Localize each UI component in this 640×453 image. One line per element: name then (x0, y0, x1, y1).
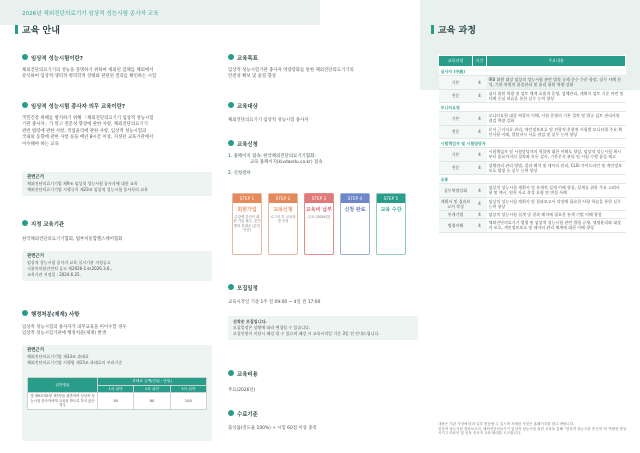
institution-text: 한국체외진단의료기기협회, 범부처통합헬스케어협회 (22, 237, 123, 242)
target-text: 체외진단의료기기 임상적 성능시험 종사자 (228, 118, 309, 123)
course-category: 모니터요원 (439, 103, 626, 112)
section-apply: 교육신청 (228, 140, 258, 148)
apply-text: 1. 홈페이지 접속: 한국체외진단의료기기협회: 교육 홈페이지(kivdaedu.co.kr) 접속 2. 신청절차 (228, 154, 323, 176)
course-category: 공통 (439, 175, 626, 184)
course-row: 계획서 및 결과보고서 작성 4 임상적 성능시험 계획서 및 결과보고서 작성에 필요한 사항 학습을 통한 실무 능력 향상 (439, 197, 626, 210)
section-institution: 지정 교육기관 (22, 220, 64, 228)
page-title: 교육 안내 (22, 23, 60, 36)
coin-icon (228, 370, 234, 376)
section-mandatory-training: 임상적 성능시험 종사자 의무 교육이란? (22, 102, 125, 110)
pencil-icon (228, 140, 234, 146)
warning-icon (22, 310, 28, 316)
penalty-legal-box: 관련근거 체외진단의료기기법 제33조 과태료 체외진단의료기기법 시행령 제15조 과태료의 부과기준 (22, 345, 212, 441)
question-icon (22, 102, 28, 108)
step-4: STEP 4 신청 완료 (340, 193, 370, 255)
penalty-text: 임상적 성능시험의 종사자가 의무교육을 미이수할 경우 임상적 성능시험기관에 행정처분(제재) 발생 (22, 325, 127, 337)
course-row: 기본 4 IRB 위원 대상 임상적 성능시험 관련 법적 규제 준수 수준 향상, 실무 사례 분석, 기관 차원의 품질관리 및 윤리 위원 역량 강화 (439, 76, 626, 89)
course-row: 전문 4 심사 위원 역량 및 검토 체계 효율적 운영, 검체관리, 계획서 검토 기준 마련 및 사례 중심 학습을 통한 실무 능력 향상 (439, 89, 626, 102)
certificate-icon (228, 410, 234, 416)
certification-text: 출석률(진도율 100%) + 시험 60점 이상 충족 (228, 426, 317, 431)
footnote: 내용은 기관 사정에 따라 일부 변동될 수 있으며 자세한 사항은 홈페이지를 참고 바랍니다. 임상적 성능시험 결과보고서, 체외진단의료기기 임상적 성능시험 관련 교육을 통해 “임상적 성능시험 종사자”의 역량을 향상시키고 의료인 및 임상 종사자 교육 확대를 도모합니다. (438, 422, 627, 436)
section-target: 교육대상 (228, 102, 258, 110)
section-goal: 교육목표 (228, 54, 258, 62)
step-2: STEP 2 교육신청 로그인 후 교육과정 신청 (268, 193, 298, 255)
course-category: 시험책임자 및 시험담당자 (439, 139, 626, 148)
mandatory-training-text: 국민건강 위해를 방지하기 위해 「체외진단의료기기 임상적 성능시험 기관 종사자」가 알고 전문성 향상에 관한 사항, 체외진단의료기기 관련 법령에 관한 사항, 직업윤리에 관한 사항, 임상적 성능시험의 국내외 동향에 관한 사항 등을 매년 8시간 이상, 지정된 교육기관에서 이수해야 하는 교육 (22, 116, 154, 147)
section-schedule: 모집일정 (228, 284, 258, 292)
legal-basis-box: 관련근거 체외진단의료기기법 제9조 임상적 성능시험 종사자에 대한 교육 체외진단의료기기법 시행규칙 제23조 임상적 성능시험 종사자의 교육 (22, 172, 212, 196)
section-certification: 수료기준 (228, 410, 258, 418)
course-category: 심사자 (中級) (439, 67, 626, 76)
course-row: 기본 4 모니터요원 대상 역할의 이해, 시험 운영의 기본 절차 및 법규 검토 관리사항 점검 역량 강화 (439, 112, 626, 125)
course-row: 법령이해 4 체외진단의료기기 법령 및 임상적 성능시험 관련 법령 규제, 생명윤리와 대상자 보호, 개인정보보호 및 데이터 관리 체계에 대한 이해 향상 (439, 219, 626, 232)
course-table: 교육과정 시간 주요내용 심사자 (中級) 기본 4 IRB 위원 대상 임상적 성능시험 관련 법적 규제 준수 수준 향상, 실무 사례 분석, 기관 차원의 품질관리 및 윤리 위원 역량 강화 전문 4 심사 위원 역량 및 검토 체계 효율적 운영, 검체관리, 계획서 검토 기준 마련 및 사례 중심 학습을 통한 실무 능력 향상 모니터요원 기본 4 모니터요원 대상 역할의 이해, 시험 운영의 기본 절차 및 법규 검토 관리사항 점검 역량 강화 전문 4 문서 근거자료 관리, 개인정보보호 및 전향적·후향적 시험별 모니터링 주요 확인사항 이해, 발달지시 서류 점검 및 실무 능력 향상 시험책임자 및 시험담당자 기본 4 시험책임자 및 시험담당자의 역할에 대한 이해도 향상, 임상적 성능시험 계시부터 종료까지의 절차와 모든 검사, 기본문서 관리 및 시험 수행 품질 제고 전문 4 검체관리 관리 방법, 결과 해석 및 데이터 관리, CLSI 가이드라인 및 개인정보보호 법령 등 실무 능력 향상 공통 실무역량강화 4 임상적 성능시험 계획서 및 통계적 설계 이해 향상, 설계를 위한 주요 고려사항 및 예시, 원천 자료 작성 요령 및 변경 사례 계획서 및 결과보고서 작성 4 임상적 성능시험 계획서 및 결과보고서 작성에 필요한 사항 학습을 통한 실무 능력 향상 통계기법 4 임상적 성능시험 설계 및 결과 해석에 필요한 통계 기법 이해 향상 법령이해 4 체외진단의료기기 법령 및 임상적 성능시험 관련 법령 규제, 생명윤리와 대상자 보호, 개인정보보호 및 데이터 관리 체계에 대한 이해 향상 (438, 55, 626, 233)
people-icon (228, 102, 234, 108)
calendar-icon (228, 284, 234, 290)
institution-legal-box: 관련근거 임상적 성능시험 종사자 교육 실시기관 지정공고 식품의약품안전처 공고 제2026-1조(2026.3.6., 교육기관 지정일 : 2024.6.25. (22, 251, 212, 281)
section-penalty: 행정처분(제재) 사항 (22, 310, 79, 318)
section-fee: 교육비용 (228, 370, 258, 378)
clinical-trial-text: 체외진단의료기기의 성능을 증명하기 위하여 제외된 검체를 체외에서 분석하여 임상적·생리적·병리학적 상태와 관련된 결과를 확인하는 시험 (22, 68, 157, 80)
course-row: 전문 4 검체관리 관리 방법, 결과 해석 및 데이터 관리, CLSI 가이드라인 및 개인정보보호 법령 등 실무 능력 향상 (439, 161, 626, 174)
course-row: 전문 4 문서 근거자료 관리, 개인정보보호 및 전향적·후향적 시험별 모니터링 주요 확인사항 이해, 발달지시 서류 점검 및 실무 능력 향상 (439, 125, 626, 138)
header-subtitle: 2026년 체외진단의료기기 임상적 성능시험 종사자 교육 (22, 11, 159, 17)
fee-text: 무료(2026년) (228, 388, 256, 393)
target-icon (228, 54, 234, 60)
goal-text: 임상적 성능시험기관 종사자 역량강화를 통한 체외진단의료기기의 안전성 확보 및 품질 향상 (228, 68, 354, 80)
course-row: 통계기법 4 임상적 성능시험 설계 및 결과 해석에 필요한 통계 기법 이해 향상 (439, 211, 626, 219)
building-icon (22, 220, 28, 226)
course-row: 실무역량강화 4 임상적 성능시험 계획서 및 통계적 설계 이해 향상, 설계를 위한 주요 고려사항 및 예시, 원천 자료 작성 요령 및 변경 사례 (439, 184, 626, 197)
step-5: STEP 5 교육 수강 (376, 193, 406, 255)
course-title: 교육 과정 (438, 23, 476, 36)
penalty-table: 위반행위 과태료 금액(단위 : 만원) 1차 위반 2차 위반 3차 위반 법 제9조제1항 제7항을 위반하여 임상적 성능시험 종사자에게 교육을 받도록 하지 않은 경우 50 80 100 (27, 377, 207, 410)
step-3: STEP 3 교육비 납부 무료 (2026년) (304, 193, 334, 255)
question-icon (22, 54, 28, 60)
section-clinical-trial: 임상적 성능시험이란? (22, 54, 83, 62)
schedule-notes: 선착순 모집입니다. 모집일정은 상황에 따라 변경될 수 있습니다. 모집인원이 미달시 폐강 될 수 있으며 폐강 시 교육시작일 기준 3일 전 안내드립니다. (228, 316, 418, 340)
course-row: 기본 4 시험책임자 및 시험담당자의 역할에 대한 이해도 향상, 임상적 성능시험 계시부터 종료까지의 절차와 모든 검사, 기본문서 관리 및 시험 수행 품질 제고 (439, 148, 626, 161)
step-1: STEP 1 회원가입 수강생 본인이 회원 가입 필수, 본인 명의 휴대폰 (본인인증) (232, 193, 262, 255)
schedule-text: 교육시작일 기준 1주 전 09:00 ~ 4일 전 17:00 (228, 300, 321, 305)
